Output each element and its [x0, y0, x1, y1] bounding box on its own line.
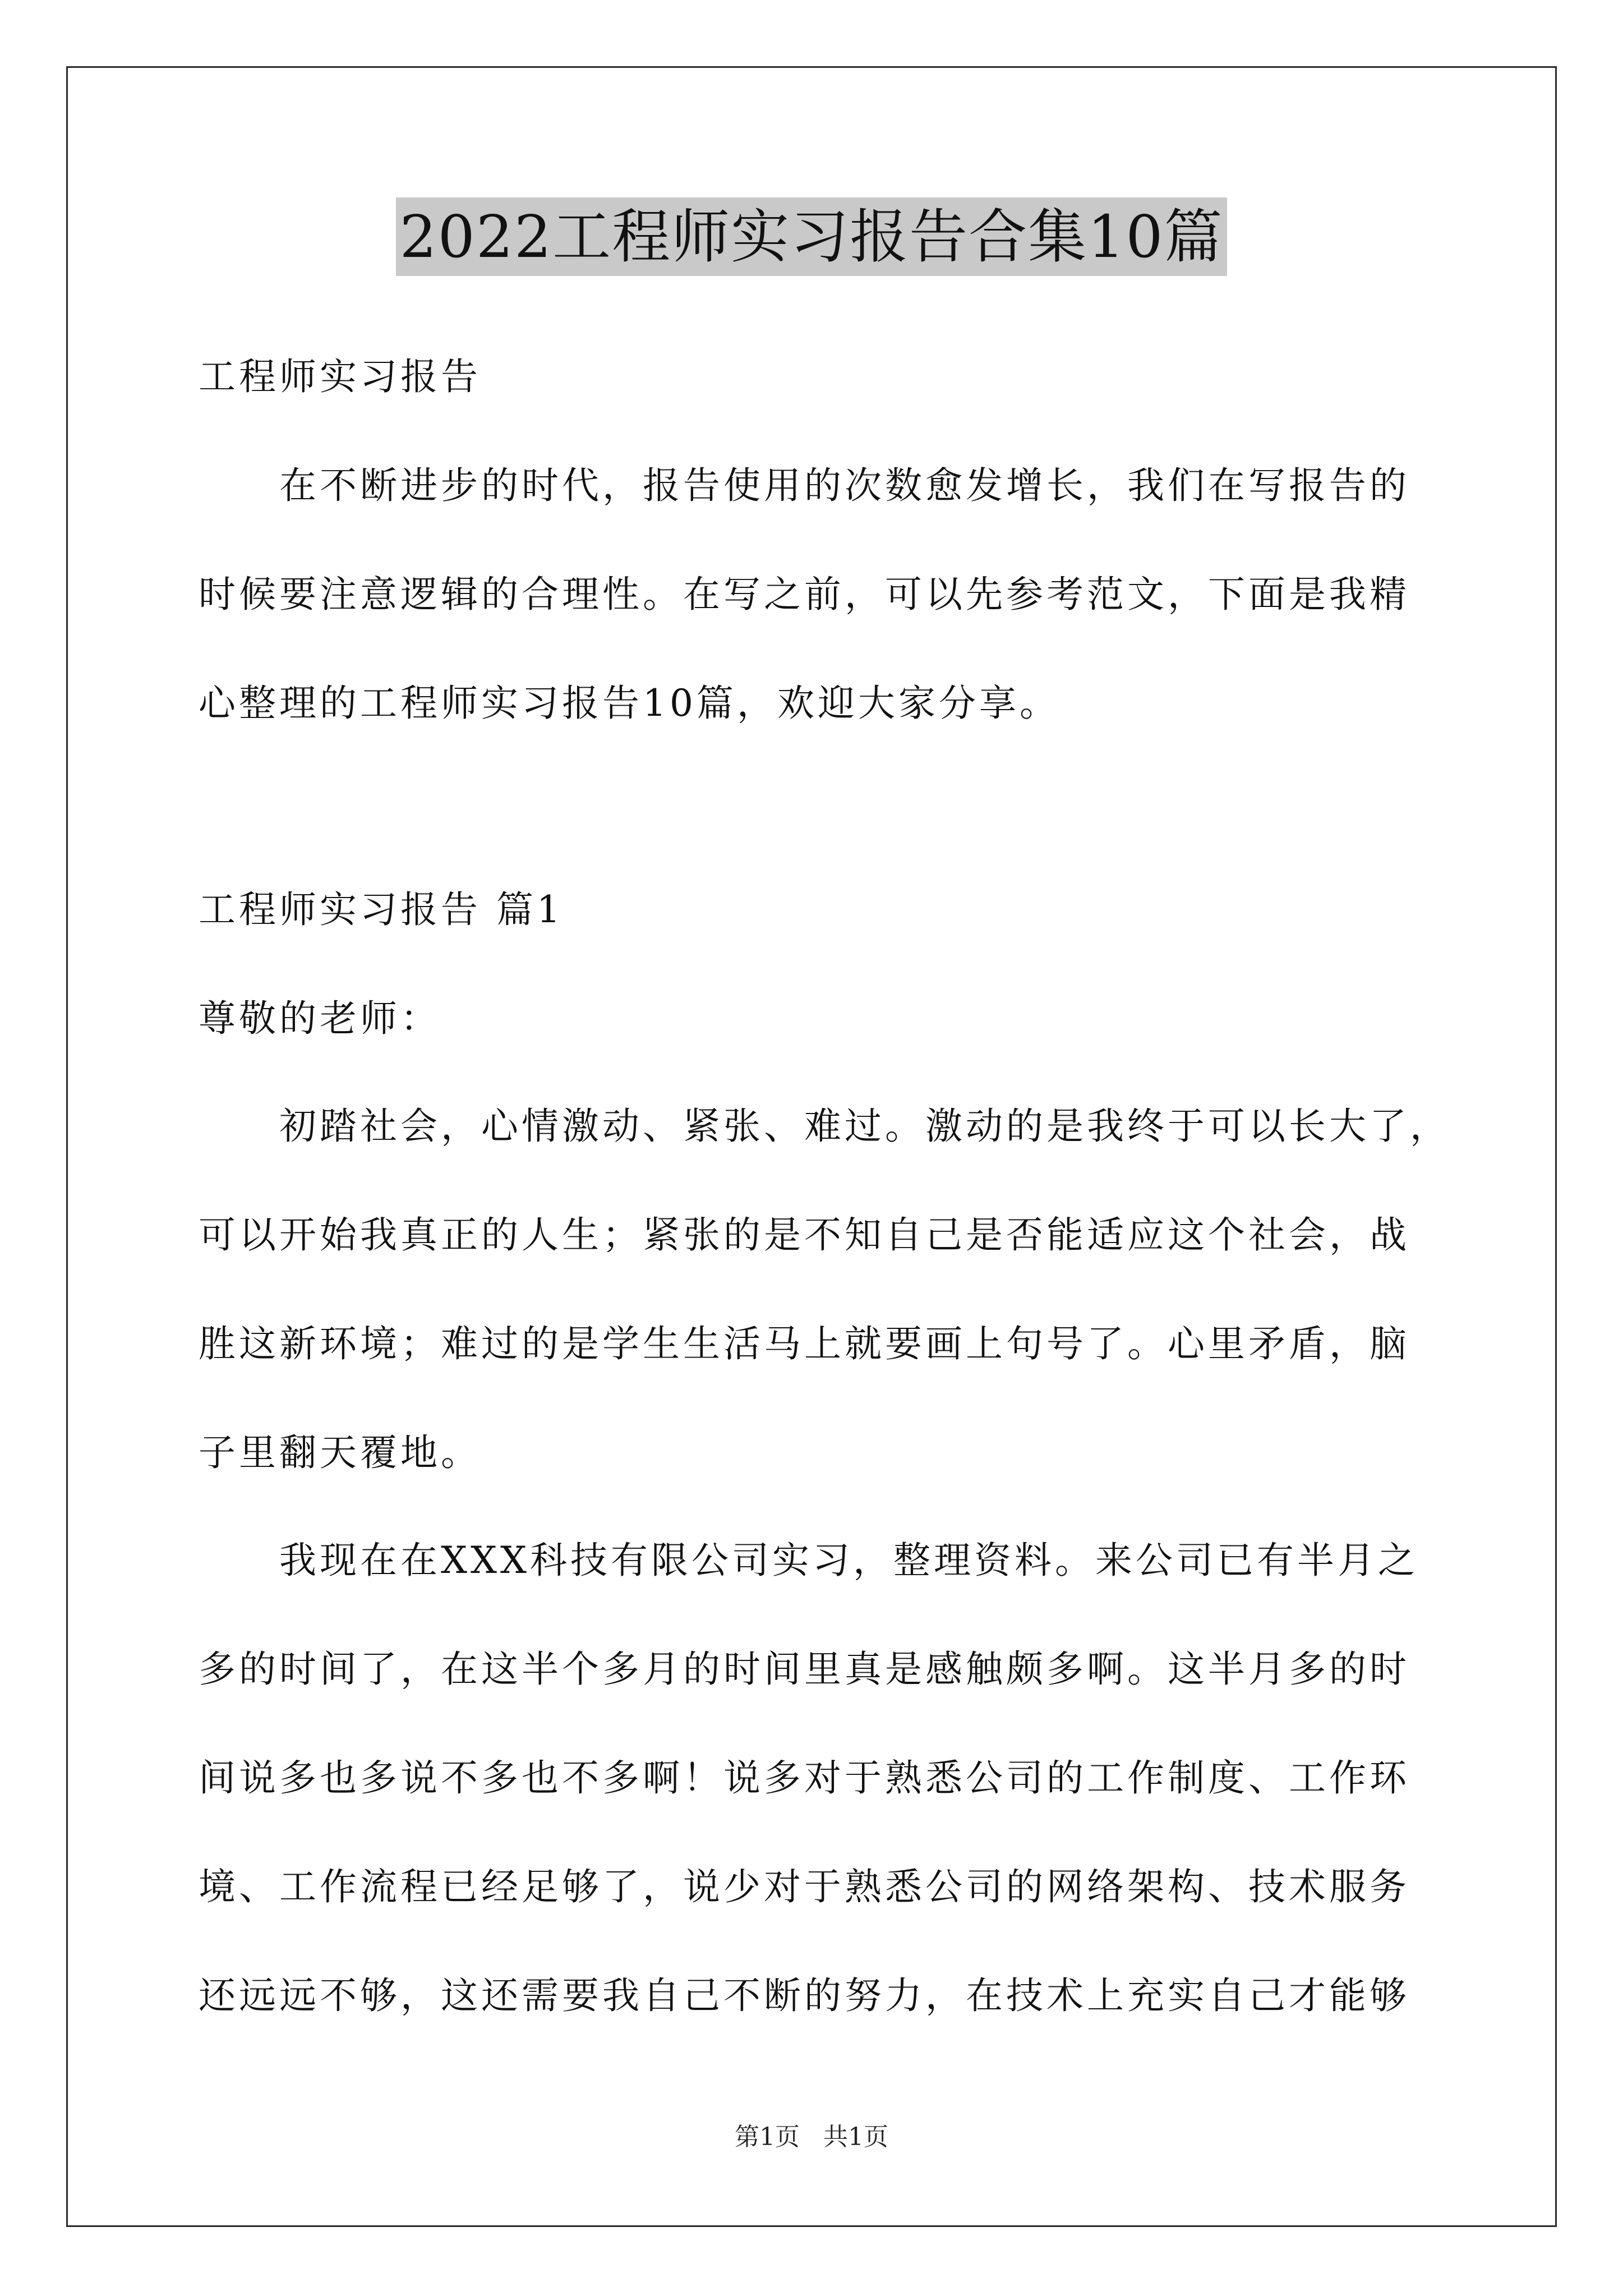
- page-total: 共1页: [823, 2123, 888, 2151]
- paragraph-line: 可以开始我真正的人生；紧张的是不知自己是否能适应这个社会，战: [199, 1213, 1410, 1257]
- page-footer: [0, 2120, 1623, 2154]
- page-number: 第1页: [735, 2123, 800, 2151]
- paragraph-line: 我现在在XXX科技有限公司实习，整理资料。来公司已有半月之: [199, 1539, 1418, 1582]
- paragraph-line: 胜这新环境；难过的是学生生活马上就要画上句号了。心里矛盾，脑: [199, 1322, 1410, 1365]
- paragraph-line: 还远远不够，这还需要我自己不断的努力，在技术上充实自己才能够: [199, 1974, 1410, 2017]
- section-heading: 工程师实习报告 篇1: [199, 888, 564, 931]
- document-title: 2022工程师实习报告合集10篇: [396, 197, 1227, 276]
- intro-line: 在不断进步的时代，报告使用的次数愈发增长，我们在写报告的: [199, 464, 1410, 507]
- paragraph-line: 子里翻天覆地。: [199, 1431, 481, 1474]
- paragraph-line: 间说多也多说不多也不多啊！说多对于熟悉公司的工作制度、工作环: [199, 1756, 1410, 1800]
- paragraph-line: 多的时间了，在这半个多月的时间里真是感触颇多啊。这半月多的时: [199, 1648, 1410, 1691]
- salutation: 尊敬的老师：: [199, 997, 441, 1040]
- intro-line: 时候要注意逻辑的合理性。在写之前，可以先参考范文，下面是我精: [199, 573, 1410, 616]
- paragraph-line: 初踏社会，心情激动、紧张、难过。激动的是我终于可以长大了，: [199, 1105, 1450, 1148]
- intro-heading: 工程师实习报告: [199, 355, 481, 398]
- intro-line: 心整理的工程师实习报告10篇，欢迎大家分享。: [199, 682, 1060, 725]
- title-container: [0, 197, 1623, 276]
- paragraph-line: 境、工作流程已经足够了，说少对于熟悉公司的网络架构、技术服务: [199, 1865, 1410, 1908]
